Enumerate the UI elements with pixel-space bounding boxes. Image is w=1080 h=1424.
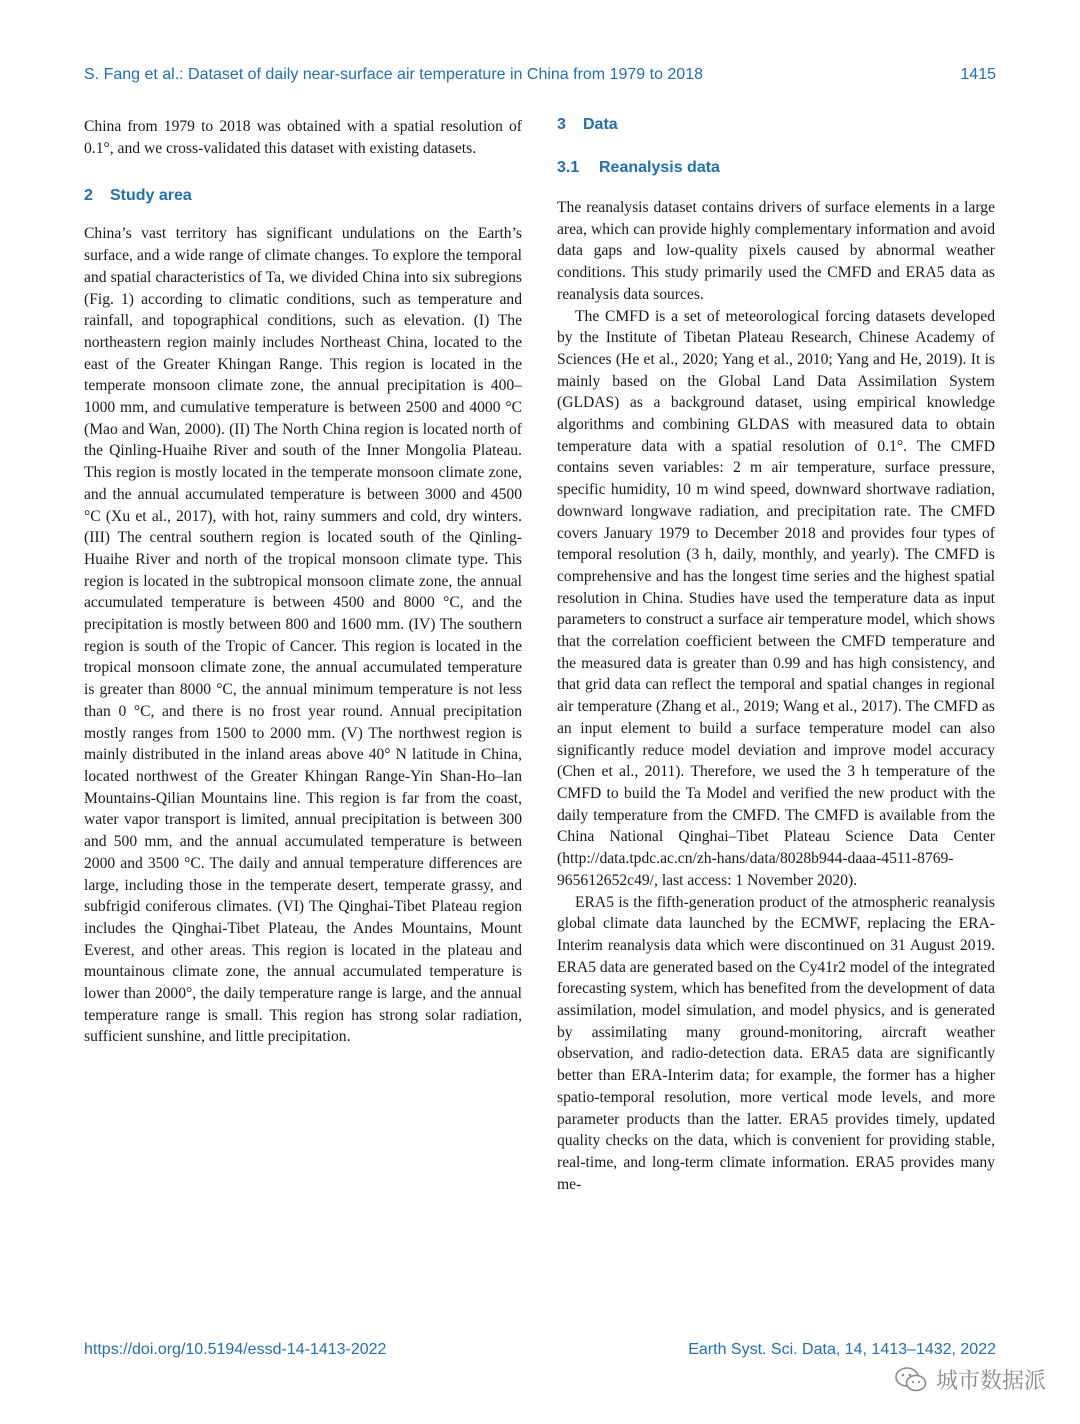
section-number: 3 <box>557 116 566 133</box>
watermark-text: 城市数据派 <box>935 1369 1046 1394</box>
section-title: Study area <box>110 187 192 205</box>
subsection-number: 3.1 <box>557 159 580 176</box>
running-title: S. Fang et al.: Dataset of daily near-surface air temperature in China from 1979 to 2018 <box>84 66 703 83</box>
left-column <box>84 116 522 1048</box>
section-title: Data <box>583 116 618 133</box>
page-number: 1415 <box>960 66 996 83</box>
right-column <box>557 116 995 1195</box>
section-3-1-heading <box>557 159 995 177</box>
study-area-paragraph: China’s vast territory has significant undulations on the Earth’s surface, and a wide range of climate changes. To explore the temporal and spatial characteristics of Ta, we divided China into six subregions (Fig. 1) according to climatic conditions, such as temperature and rainfall, and topographical conditions, such as elevation. (I) The northeastern region mainly includes Northeast China, located to the east of the Greater Khingan Range. This region is located in the temperate monsoon climate zone, the annual precipitation is 400–1000 mm, and cumulative temperature is between 2500 and 4000 °C (Mao and Wan, 2000). (II) The North China region is located north of the Qinling-Huaihe River and south of the Inner Mongolia Plateau. This region is mostly located in the temperate monsoon climate zone, and the annual accumulated temperature is between 3000 and 4500 °C (Xu et al., 2017), with hot, rainy summers and cold, dry winters. (III) The central southern region is located south of the Qinling-Huaihe River and north of the tropical monsoon climate type. This region is located in the subtropical monsoon climate zone, the annual accumulated temperature is between 4500 and 8000 °C, and the precipitation is mostly between 800 and 1600 mm. (IV) The southern region is south of the Tropic of Cancer. This region is located in the tropical monsoon climate zone, the annual accumulated temperature is greater than 8000 °C, the annual minimum temperature is not less than 0 °C, and there is no frost year round. Annual precipitation mostly ranges from 1500 to 2000 mm. (V) The northwest region is mainly distributed in the inland areas above 40° N latitude in China, located northwest of the Greater Khingan Range-Yin Shan-Ho–lan Mountains-Qilian Mountains line. This region is far from the coast, water vapor transport is limited, annual precipitation is between 300 and 500 mm, and the annual accumulated temperature is between 2000 and 3500 °C. The daily and annual temperature differences are large, including those in the temperate desert, temperate grassy, and subfrigid coniferous climates. (VI) The Qinghai-Tibet Plateau region includes the Qinghai-Tibet Plateau, the Andes Mountains, Mount Everest, and other areas. This region is located in the plateau and mountainous climate zone, the annual accumulated temperature is lower than 2000°, the daily temperature range is large, and the annual temperature range is small. This region has strong solar radiation, sufficient sunshine, and little precipitation. <box>84 225 522 1046</box>
watermark <box>894 1364 1046 1395</box>
running-header <box>84 66 996 92</box>
cmfd-paragraph: The CMFD is a set of meteorological forcing datasets developed by the Institute of Tibetan Plateau Research, Chinese Academy of Sciences (He et al., 2020; Yang et al., 2010; Yang and He, 2019). It is mainly based on the Global Land Data Assimilation System (GLDAS) as a background dataset, using empirical knowledge algorithms and combining GLDAS with measured data to obtain temperature data with a spatial resolution of 0.1°. The CMFD contains seven variables: 2 m air temperature, surface pressure, specific humidity, 10 m wind speed, downward shortwave radiation, downward longwave radiation, and precipitation rate. The CMFD covers January 1979 to December 2018 and provides four types of temporal resolution (3 h, daily, monthly, and yearly). The CMFD is comprehensive and has the longest time series and the highest spatial resolution in China. Studies have used the temperature data as input parameters to construct a surface air temperature model, which shows that the correlation coefficient between the CMFD temperature and the measured data is greater than 0.99 and has high consistency, and that grid data can reflect the temporal and spatial changes in regional air temperature (Zhang et al., 2019; Wang et al., 2017). The CMFD as an input element to build a surface temperature model can also significantly reduce model deviation and improve model accuracy (Chen et al., 2011). Therefore, we used the 3 h temperature of the CMFD to build the Ta Model and verified the new product with the daily temperature from the CMFD. The CMFD is available from the China National Qinghai–Tibet Plateau Science Data Center (http://data.tpdc.ac.cn/zh-hans/data/8028b944-daaa-4511-8769-965612652c49/, last access: 1 November 2020). <box>557 307 995 889</box>
era5-paragraph: ERA5 is the fifth-generation product of the atmospheric reanalysis global climate data launched by the ECMWF, replacing the ERA-Interim reanalysis data which were discontinued on 31 August 2019. ERA5 data are generated based on the Cy41r2 model of the integrated forecasting system, which has benefited from the development of data assimilation, model simulation, and model physics, and is generated by assimilating many ground-monitoring, aircraft weather observation, and radio-detection data. ERA5 data are significantly better than ERA-Interim data; for example, the former has a higher spatio-temporal resolution, more vertical mode levels, and more parameter products than the latter. ERA5 provides timely, updated quality checks on the data, which is convenient for providing stable, real-time, and long-term climate information. ERA5 provides many me- <box>557 893 995 1193</box>
journal-citation: Earth Syst. Sci. Data, 14, 1413–1432, 2022 <box>688 1341 996 1358</box>
intro-paragraph: China from 1979 to 2018 was obtained with a spatial resolution of 0.1°, and we cross-validated this dataset with existing datasets. <box>84 118 522 157</box>
section-number: 2 <box>84 187 93 205</box>
subsection-title: Reanalysis data <box>599 159 720 176</box>
wechat-icon <box>894 1366 928 1394</box>
section-2-heading <box>84 187 522 205</box>
doi-link[interactable]: https://doi.org/10.5194/essd-14-1413-2022 <box>84 1341 387 1358</box>
reanalysis-paragraph-1: The reanalysis dataset contains drivers of surface elements in a large area, which can provide highly complementary information and avoid data gaps and low-quality pixels caused by abnormal weather conditions. This study primarily used the CMFD and ERA5 data as reanalysis data sources. <box>557 199 995 303</box>
section-3-heading <box>557 116 995 134</box>
